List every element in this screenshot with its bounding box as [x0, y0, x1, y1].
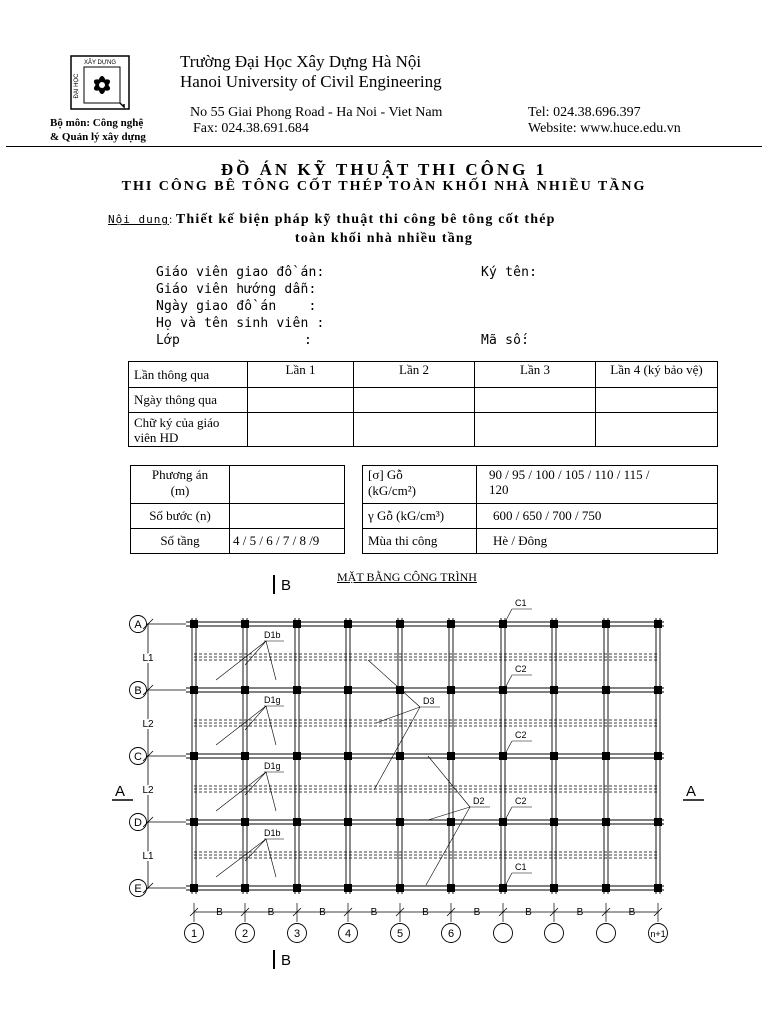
column-leader [505, 675, 512, 688]
column-square [447, 818, 455, 826]
param-sigma-line1: [σ] Gỗ [368, 467, 403, 482]
department-line2: & Quản lý xây dựng [50, 131, 146, 143]
approval-cell[interactable] [596, 413, 718, 447]
section-label-b-bottom: B [281, 952, 292, 969]
telephone: Tel: 024.38.696.397 [528, 105, 641, 120]
param-option-line1: Phương án [151, 467, 209, 482]
param-season-label: Mùa thi công [363, 529, 477, 554]
field-signature: Ký tên: [481, 265, 538, 280]
column-square [499, 884, 507, 892]
approval-cell[interactable] [248, 413, 354, 447]
column-square [344, 818, 352, 826]
column-axis-label: 3 [293, 928, 301, 940]
bay-label: B [216, 907, 223, 918]
param-sigma-label [363, 466, 477, 504]
column-square [499, 620, 507, 628]
column-square [447, 752, 455, 760]
column-square [654, 620, 662, 628]
column-square [190, 752, 198, 760]
bay-label: B [473, 907, 481, 918]
column-square [447, 620, 455, 628]
param-option-value[interactable] [230, 466, 345, 504]
content-label: Nội dung [108, 213, 169, 226]
approval-cell[interactable] [248, 388, 354, 413]
beam-label: D3 [423, 696, 435, 706]
beam-label: D2 [473, 796, 485, 806]
column-square [499, 752, 507, 760]
floor-plan [0, 560, 768, 1024]
column-square [654, 752, 662, 760]
website: Website: www.huce.edu.vn [528, 121, 681, 136]
column-square [190, 620, 198, 628]
column-square [293, 884, 301, 892]
column-label: C2 [515, 664, 527, 674]
column-axis-label: 2 [241, 928, 249, 940]
row-axis-label: B [134, 685, 142, 697]
param-steps-label: Số bước (n) [131, 504, 230, 529]
column-square [344, 686, 352, 694]
drawing-title: MẶT BẰNG CÔNG TRÌNH [337, 570, 477, 584]
beam-leader [266, 706, 276, 745]
table-row [363, 504, 718, 529]
param-season-values: Hè / Đông [477, 529, 718, 554]
content-line2: toàn khối nhà nhiều tầng [294, 231, 474, 246]
beam-label: D1b [264, 630, 281, 640]
row-axis-label: C [134, 751, 142, 763]
content-label-colon: : [168, 212, 173, 226]
field-instructor: Giáo viên giao đồ án: [156, 265, 325, 280]
university-name-vn: Trường Đại Học Xây Dựng Hà Nội [180, 52, 422, 71]
params-left-table [130, 465, 345, 554]
field-advisor: Giáo viên hướng dẫn: [156, 282, 317, 297]
beam-leader [216, 706, 266, 745]
row-axis-label: E [134, 883, 142, 895]
params-right-table [362, 465, 718, 554]
approval-cell[interactable] [596, 388, 718, 413]
approval-header-cell: Lần thông qua [129, 362, 248, 388]
section-label-a-right: A [686, 783, 697, 800]
beam-leader [266, 641, 276, 680]
table-row [131, 529, 345, 554]
column-leader [505, 807, 512, 820]
beam-leader [216, 839, 266, 877]
bay-label: B [525, 907, 532, 918]
approval-header-cell: Lần 2 [354, 362, 475, 388]
column-square [396, 884, 404, 892]
bay-label: B [628, 907, 636, 918]
column-axis-bubble [494, 924, 513, 943]
bay-label: B [319, 907, 326, 918]
column-leader [505, 741, 512, 754]
column-square [344, 752, 352, 760]
param-floors-label: Số tầng [131, 529, 230, 554]
param-steps-value[interactable] [230, 504, 345, 529]
content-line1: Thiết kế biện pháp kỹ thuật thi công bê tông cốt thép [175, 212, 556, 227]
approval-cell[interactable] [475, 413, 596, 447]
table-row [363, 466, 718, 504]
column-square [396, 686, 404, 694]
column-square [447, 686, 455, 694]
column-leader [505, 609, 512, 622]
beam-label: D1g [264, 695, 281, 705]
column-square [602, 752, 610, 760]
beam-leader [266, 772, 276, 811]
param-gamma-values: 600 / 650 / 700 / 750 [477, 504, 718, 529]
beam-label: D1g [264, 761, 281, 771]
param-sigma-values-line2: 120 [489, 482, 509, 497]
approval-signature-line2: viên HD [134, 430, 179, 445]
approval-signature-line1: Chữ ký của giáo [134, 415, 220, 430]
section-label-b-top: B [281, 577, 292, 594]
beam-leader [245, 706, 266, 730]
bay-label: B [422, 907, 429, 918]
column-square [293, 752, 301, 760]
approval-date-label: Ngày thông qua [129, 388, 248, 413]
fax: Fax: 024.38.691.684 [193, 121, 309, 136]
column-square [190, 686, 198, 694]
approval-cell[interactable] [354, 413, 475, 447]
column-square [241, 818, 249, 826]
beam-leader [374, 707, 420, 790]
approval-header-cell: Lần 3 [475, 362, 596, 388]
column-square [293, 686, 301, 694]
approval-cell[interactable] [354, 388, 475, 413]
column-square [396, 752, 404, 760]
beam-leader [216, 772, 266, 811]
field-student-id: Mã số: [481, 333, 530, 348]
table-row [129, 362, 718, 388]
column-square [241, 884, 249, 892]
column-label: C1 [515, 598, 527, 608]
column-square [602, 620, 610, 628]
logo-side-text: ĐẠI HỌC [74, 73, 80, 99]
column-square [499, 686, 507, 694]
param-option-label [131, 466, 230, 504]
column-axis-bubble [545, 924, 564, 943]
column-square [190, 818, 198, 826]
field-class-colon: : [304, 333, 313, 348]
column-square [396, 818, 404, 826]
column-square [602, 818, 610, 826]
column-square [654, 884, 662, 892]
column-label: C2 [515, 796, 527, 806]
column-axis-label: 1 [190, 928, 198, 940]
row-span-label: L1 [142, 653, 154, 664]
param-sigma-values-line1: 90 / 95 / 100 / 105 / 110 / 115 / [489, 467, 650, 482]
column-square [550, 818, 558, 826]
university-logo [68, 54, 132, 112]
beam-leader [216, 641, 266, 680]
content-label-row [108, 212, 556, 228]
field-student-name: Họ và tên sinh viên : [156, 316, 325, 331]
param-sigma-values [477, 466, 718, 504]
column-axis-label: 6 [447, 928, 455, 940]
field-date-assigned: Ngày giao đồ án : [156, 299, 317, 314]
row-span-label: L1 [142, 851, 154, 862]
approval-table [128, 361, 718, 447]
column-square [190, 884, 198, 892]
column-square [293, 620, 301, 628]
logo-top-text: XÂY DỰNG [83, 60, 117, 66]
approval-header-cell: Lần 4 (ký bảo vệ) [596, 362, 718, 388]
row-span-label: L2 [142, 785, 154, 796]
header-divider [6, 146, 762, 147]
row-span-label: L2 [142, 719, 154, 730]
column-square [550, 686, 558, 694]
beam-label: D1b [264, 828, 281, 838]
document-title: ĐỒ ÁN KỸ THUẬT THI CÔNG 1 [220, 160, 548, 179]
row-axis-label: D [134, 817, 142, 829]
approval-header-cell: Lần 1 [248, 362, 354, 388]
column-square [241, 620, 249, 628]
column-square [241, 686, 249, 694]
approval-cell[interactable] [475, 388, 596, 413]
bay-label: B [370, 907, 378, 918]
param-gamma-label: γ Gỗ (kG/cm³) [363, 504, 477, 529]
column-axis-label: n+1 [650, 929, 666, 939]
section-label-a-left: A [115, 783, 126, 800]
column-label: C1 [515, 862, 527, 872]
approval-signature-label [129, 413, 248, 447]
table-row [129, 388, 718, 413]
column-square [654, 818, 662, 826]
beam-leader [368, 660, 420, 707]
row-axis-label: A [134, 619, 142, 631]
column-label: C2 [515, 730, 527, 740]
beam-leader [245, 772, 266, 795]
param-sigma-line2: (kG/cm²) [368, 483, 416, 498]
column-square [241, 752, 249, 760]
university-name-en: Hanoi University of Civil Engineering [180, 72, 442, 91]
column-square [344, 884, 352, 892]
department-line1: Bộ môn: Công nghệ [50, 117, 144, 129]
param-floors-value: 4 / 5 / 6 / 7 / 8 /9 [230, 529, 345, 554]
table-row [131, 466, 345, 504]
document-subtitle: THI CÔNG BÊ TÔNG CỐT THÉP TOÀN KHỐI NHÀ NHIỀU TẦNG [121, 179, 647, 194]
column-square [293, 818, 301, 826]
column-square [602, 686, 610, 694]
column-square [396, 620, 404, 628]
beam-leader [245, 641, 266, 665]
column-square [447, 884, 455, 892]
column-axis-label: 4 [344, 928, 352, 940]
param-option-line2: (m) [170, 483, 190, 498]
table-row [129, 413, 718, 447]
bay-label: B [576, 907, 584, 918]
column-square [550, 620, 558, 628]
column-square [499, 818, 507, 826]
column-square [654, 686, 662, 694]
column-square [344, 620, 352, 628]
table-row [363, 529, 718, 554]
column-square [550, 752, 558, 760]
table-row [131, 504, 345, 529]
column-axis-label: 5 [396, 928, 404, 940]
column-square [550, 884, 558, 892]
bay-label: B [267, 907, 275, 918]
field-class: Lớp [156, 333, 181, 348]
column-square [602, 884, 610, 892]
address: No 55 Giai Phong Road - Ha Noi - Viet Nam [190, 105, 443, 120]
column-axis-bubble [597, 924, 616, 943]
column-leader [505, 873, 512, 886]
